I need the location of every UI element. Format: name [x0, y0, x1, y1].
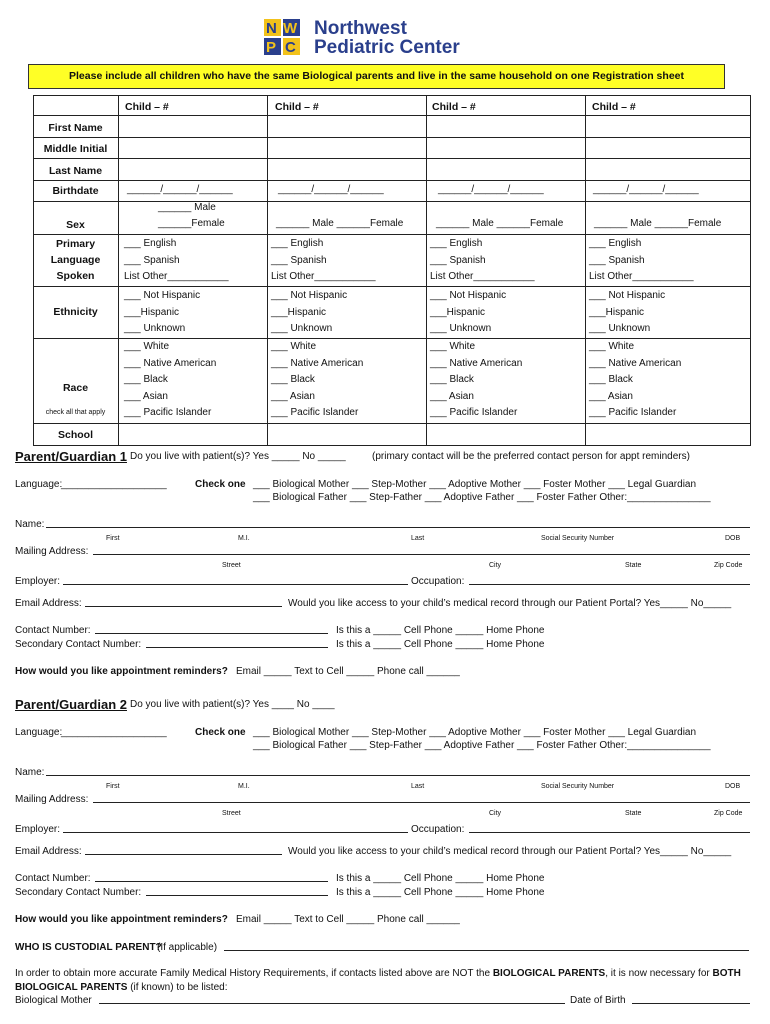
guardian-1-language-field[interactable]: ___________________ — [61, 479, 167, 490]
child-column-4-header: Child – # — [592, 101, 636, 113]
name-sub-last: Last — [411, 783, 425, 790]
mail-sub-city: City — [489, 810, 502, 817]
guardian-1-occupation-label: Occupation: — [411, 576, 465, 587]
guardian-2-language-label: Language: — [15, 727, 63, 738]
bio-mother-line[interactable] — [99, 996, 565, 1004]
mail-sub-zip: Zip Code — [714, 810, 743, 817]
guardian-1-relationship-line2[interactable]: ___ Biological Father ___ Step-Father ___ Adoptive Father ___ Foster Father Other:_______________ — [253, 492, 711, 503]
birthdate-field-1[interactable]: ______/______/______ — [127, 184, 233, 195]
name-sub-mi: M.I. — [238, 535, 250, 542]
race-options-1[interactable]: ___ White ___ Native American ___ Black ___ Asian ___ Pacific Islander — [124, 341, 217, 418]
guardian-2-portal-question[interactable]: Would you like access to your child’s medical record through our Patient Portal? Yes_____ No_____ — [288, 846, 732, 857]
ethnicity-options-1[interactable]: ___ Not Hispanic ___Hispanic ___ Unknown — [124, 290, 201, 334]
guardian-1-name-line[interactable] — [46, 520, 750, 528]
guardian-1-employer-line[interactable] — [63, 577, 408, 585]
race-options-4[interactable]: ___ White ___ Native American ___ Black ___ Asian ___ Pacific Islander — [589, 341, 682, 418]
birthdate-field-4[interactable]: ______/______/______ — [593, 184, 699, 195]
sex-field-2[interactable]: ______ Male ______Female — [276, 218, 404, 229]
guardian-1-contact-label: Contact Number: — [15, 625, 91, 636]
row-label-sex: Sex — [66, 219, 85, 231]
row-label-school: School — [57, 429, 93, 441]
mail-sub-city: City — [489, 562, 502, 569]
dob-label: Date of Birth — [570, 995, 626, 1006]
language-options-4[interactable]: ___ English ___ Spanish List Other___________ — [589, 238, 694, 282]
guardian-1-reminders-label: How would you like appointment reminders? — [15, 666, 228, 677]
name-sub-dob: DOB — [725, 783, 741, 790]
guardian-2-relationship-line2[interactable]: ___ Biological Father ___ Step-Father ___ Adoptive Father ___ Foster Father Other:_______________ — [253, 740, 711, 751]
guardian-1-language-label: Language: — [15, 479, 63, 490]
logo-letter-w: W — [283, 20, 298, 37]
guardian-1-contact-line[interactable] — [95, 626, 328, 634]
guardian-1-name-label: Name: — [15, 519, 45, 530]
row-label-first-name: First Name — [48, 122, 103, 134]
guardian-2-contact-label: Contact Number: — [15, 873, 91, 884]
language-options-2[interactable]: ___ English ___ Spanish List Other___________ — [271, 238, 376, 282]
guardian-1-secondary-type[interactable]: Is this a _____ Cell Phone _____ Home Phone — [336, 639, 545, 650]
guardian-2-relationship-line1[interactable]: ___ Biological Mother ___ Step-Mother ___ Adoptive Mother ___ Foster Mother ___ Legal Guardian — [253, 727, 697, 738]
row-label-language-2: Language — [50, 254, 101, 266]
guardian-2-reminders-options[interactable]: Email _____ Text to Cell _____ Phone call ______ — [236, 914, 460, 925]
guardian-2-mailing-line[interactable] — [93, 795, 750, 803]
bio-mother-label: Biological Mother — [15, 995, 92, 1006]
guardian-2-employer-label: Employer: — [15, 824, 61, 835]
logo-letter-n: N — [266, 20, 277, 37]
mail-sub-street: Street — [222, 562, 241, 569]
custodial-note: (If applicable) — [157, 942, 218, 953]
sex-female-1[interactable]: ______Female — [158, 218, 225, 229]
name-sub-first: First — [106, 535, 120, 542]
row-label-language-1: Primary — [55, 238, 96, 250]
guardian-2-language-field[interactable]: ___________________ — [61, 727, 167, 738]
guardian-2-secondary-type[interactable]: Is this a _____ Cell Phone _____ Home Phone — [336, 887, 545, 898]
name-sub-dob: DOB — [725, 535, 741, 542]
name-sub-last: Last — [411, 535, 425, 542]
row-label-birthdate: Birthdate — [52, 185, 99, 197]
guardian-1-portal-question[interactable]: Would you like access to your child’s medical record through our Patient Portal? Yes_____ No_____ — [288, 598, 732, 609]
custodial-label: WHO IS CUSTODIAL PARENT? — [15, 942, 162, 953]
guardian-1-live-with[interactable]: Do you live with patient(s)? Yes _____ No _____ — [130, 451, 346, 462]
row-label-language-3: Spoken — [56, 270, 95, 282]
guardian-2-check-one: Check one — [195, 727, 246, 738]
guardian-2-secondary-label: Secondary Contact Number: — [15, 887, 142, 898]
sex-field-4[interactable]: ______ Male ______Female — [594, 218, 722, 229]
child-column-1-header: Child – # — [125, 101, 169, 113]
ethnicity-options-2[interactable]: ___ Not Hispanic ___Hispanic ___ Unknown — [271, 290, 348, 334]
ethnicity-options-3[interactable]: ___ Not Hispanic ___Hispanic ___ Unknown — [430, 290, 507, 334]
ethnicity-options-4[interactable]: ___ Not Hispanic ___Hispanic ___ Unknown — [589, 290, 666, 334]
guardian-2-name-line[interactable] — [46, 768, 750, 776]
mail-sub-state: State — [625, 810, 642, 817]
race-options-3[interactable]: ___ White ___ Native American ___ Black ___ Asian ___ Pacific Islander — [430, 341, 523, 418]
guardian-2-occupation-line[interactable] — [469, 825, 750, 833]
children-table — [33, 95, 751, 446]
guardian-1-title: Parent/Guardian 1 — [15, 449, 127, 464]
guardian-1-secondary-line[interactable] — [146, 640, 328, 648]
name-sub-mi: M.I. — [238, 783, 250, 790]
name-sub-first: First — [106, 783, 120, 790]
guardian-2-occupation-label: Occupation: — [411, 824, 465, 835]
guardian-2-contact-type[interactable]: Is this a _____ Cell Phone _____ Home Phone — [336, 873, 545, 884]
child-column-2-header: Child – # — [275, 101, 319, 113]
guardian-2-live-with[interactable]: Do you live with patient(s)? Yes ____ No ____ — [130, 699, 335, 710]
guardian-1-mailing-line[interactable] — [93, 547, 750, 555]
row-label-middle-initial: Middle Initial — [43, 143, 108, 155]
sex-field-3[interactable]: ______ Male ______Female — [436, 218, 564, 229]
row-label-race: Race — [62, 382, 89, 394]
guardian-2-contact-line[interactable] — [95, 874, 328, 882]
guardian-1-primary-note: (primary contact will be the preferred contact person for appt reminders) — [372, 451, 690, 462]
mail-sub-state: State — [625, 562, 642, 569]
guardian-2-mailing-label: Mailing Address: — [15, 794, 89, 805]
row-label-ethnicity: Ethnicity — [53, 306, 98, 318]
history-paragraph-line1: In order to obtain more accurate Family Medical History Requirements, if contacts listed above are NOT the BIOLOGICAL PARENTS, it is now necessary for BOTH — [15, 968, 741, 979]
guardian-2-email-line[interactable] — [85, 847, 282, 855]
mail-sub-zip: Zip Code — [714, 562, 743, 569]
guardian-2-title: Parent/Guardian 2 — [15, 697, 127, 712]
logo — [262, 17, 502, 57]
custodial-line[interactable] — [224, 943, 749, 951]
dob-line[interactable] — [632, 996, 750, 1004]
birthdate-field-3[interactable]: ______/______/______ — [438, 184, 544, 195]
guardian-1-relationship-line1[interactable]: ___ Biological Mother ___ Step-Mother ___ Adoptive Mother ___ Foster Mother ___ Legal Guardian — [253, 479, 697, 490]
org-name-line2: Pediatric Center — [314, 37, 460, 58]
language-options-3[interactable]: ___ English ___ Spanish List Other___________ — [430, 238, 535, 282]
guardian-1-mailing-label: Mailing Address: — [15, 546, 89, 557]
race-options-2[interactable]: ___ White ___ Native American ___ Black ___ Asian ___ Pacific Islander — [271, 341, 364, 418]
birthdate-field-2[interactable]: ______/______/______ — [278, 184, 384, 195]
guardian-2-name-label: Name: — [15, 767, 45, 778]
instructions-banner: Please include all children who have the same Biological parents and live in the same household on one Registration sheet — [28, 64, 725, 89]
guardian-1-secondary-label: Secondary Contact Number: — [15, 639, 142, 650]
name-sub-ssn: Social Security Number — [541, 783, 615, 790]
guardian-1-contact-type[interactable]: Is this a _____ Cell Phone _____ Home Phone — [336, 625, 545, 636]
guardian-2-employer-line[interactable] — [63, 825, 408, 833]
row-label-last-name: Last Name — [48, 165, 103, 177]
guardian-1-occupation-line[interactable] — [469, 577, 750, 585]
name-sub-ssn: Social Security Number — [541, 535, 615, 542]
guardian-2-email-label: Email Address: — [15, 846, 82, 857]
child-column-3-header: Child – # — [432, 101, 476, 113]
guardian-1-email-line[interactable] — [85, 599, 282, 607]
guardian-1-check-one: Check one — [195, 479, 246, 490]
guardian-2-reminders-label: How would you like appointment reminders? — [15, 914, 228, 925]
guardian-1-email-label: Email Address: — [15, 598, 82, 609]
org-name-line1: Northwest — [314, 18, 407, 39]
guardian-2-secondary-line[interactable] — [146, 888, 328, 896]
row-label-race-note: check all that apply — [45, 409, 106, 416]
guardian-1-reminders-options[interactable]: Email _____ Text to Cell _____ Phone call ______ — [236, 666, 460, 677]
language-options-1[interactable]: ___ English ___ Spanish List Other___________ — [124, 238, 229, 282]
logo-letter-p: P — [266, 39, 277, 56]
sex-male-1[interactable]: ______ Male — [158, 202, 216, 213]
mail-sub-street: Street — [222, 810, 241, 817]
logo-letter-c: C — [285, 39, 296, 56]
history-paragraph-line2: BIOLOGICAL PARENTS (if known) to be listed: — [15, 982, 228, 993]
guardian-1-employer-label: Employer: — [15, 576, 61, 587]
